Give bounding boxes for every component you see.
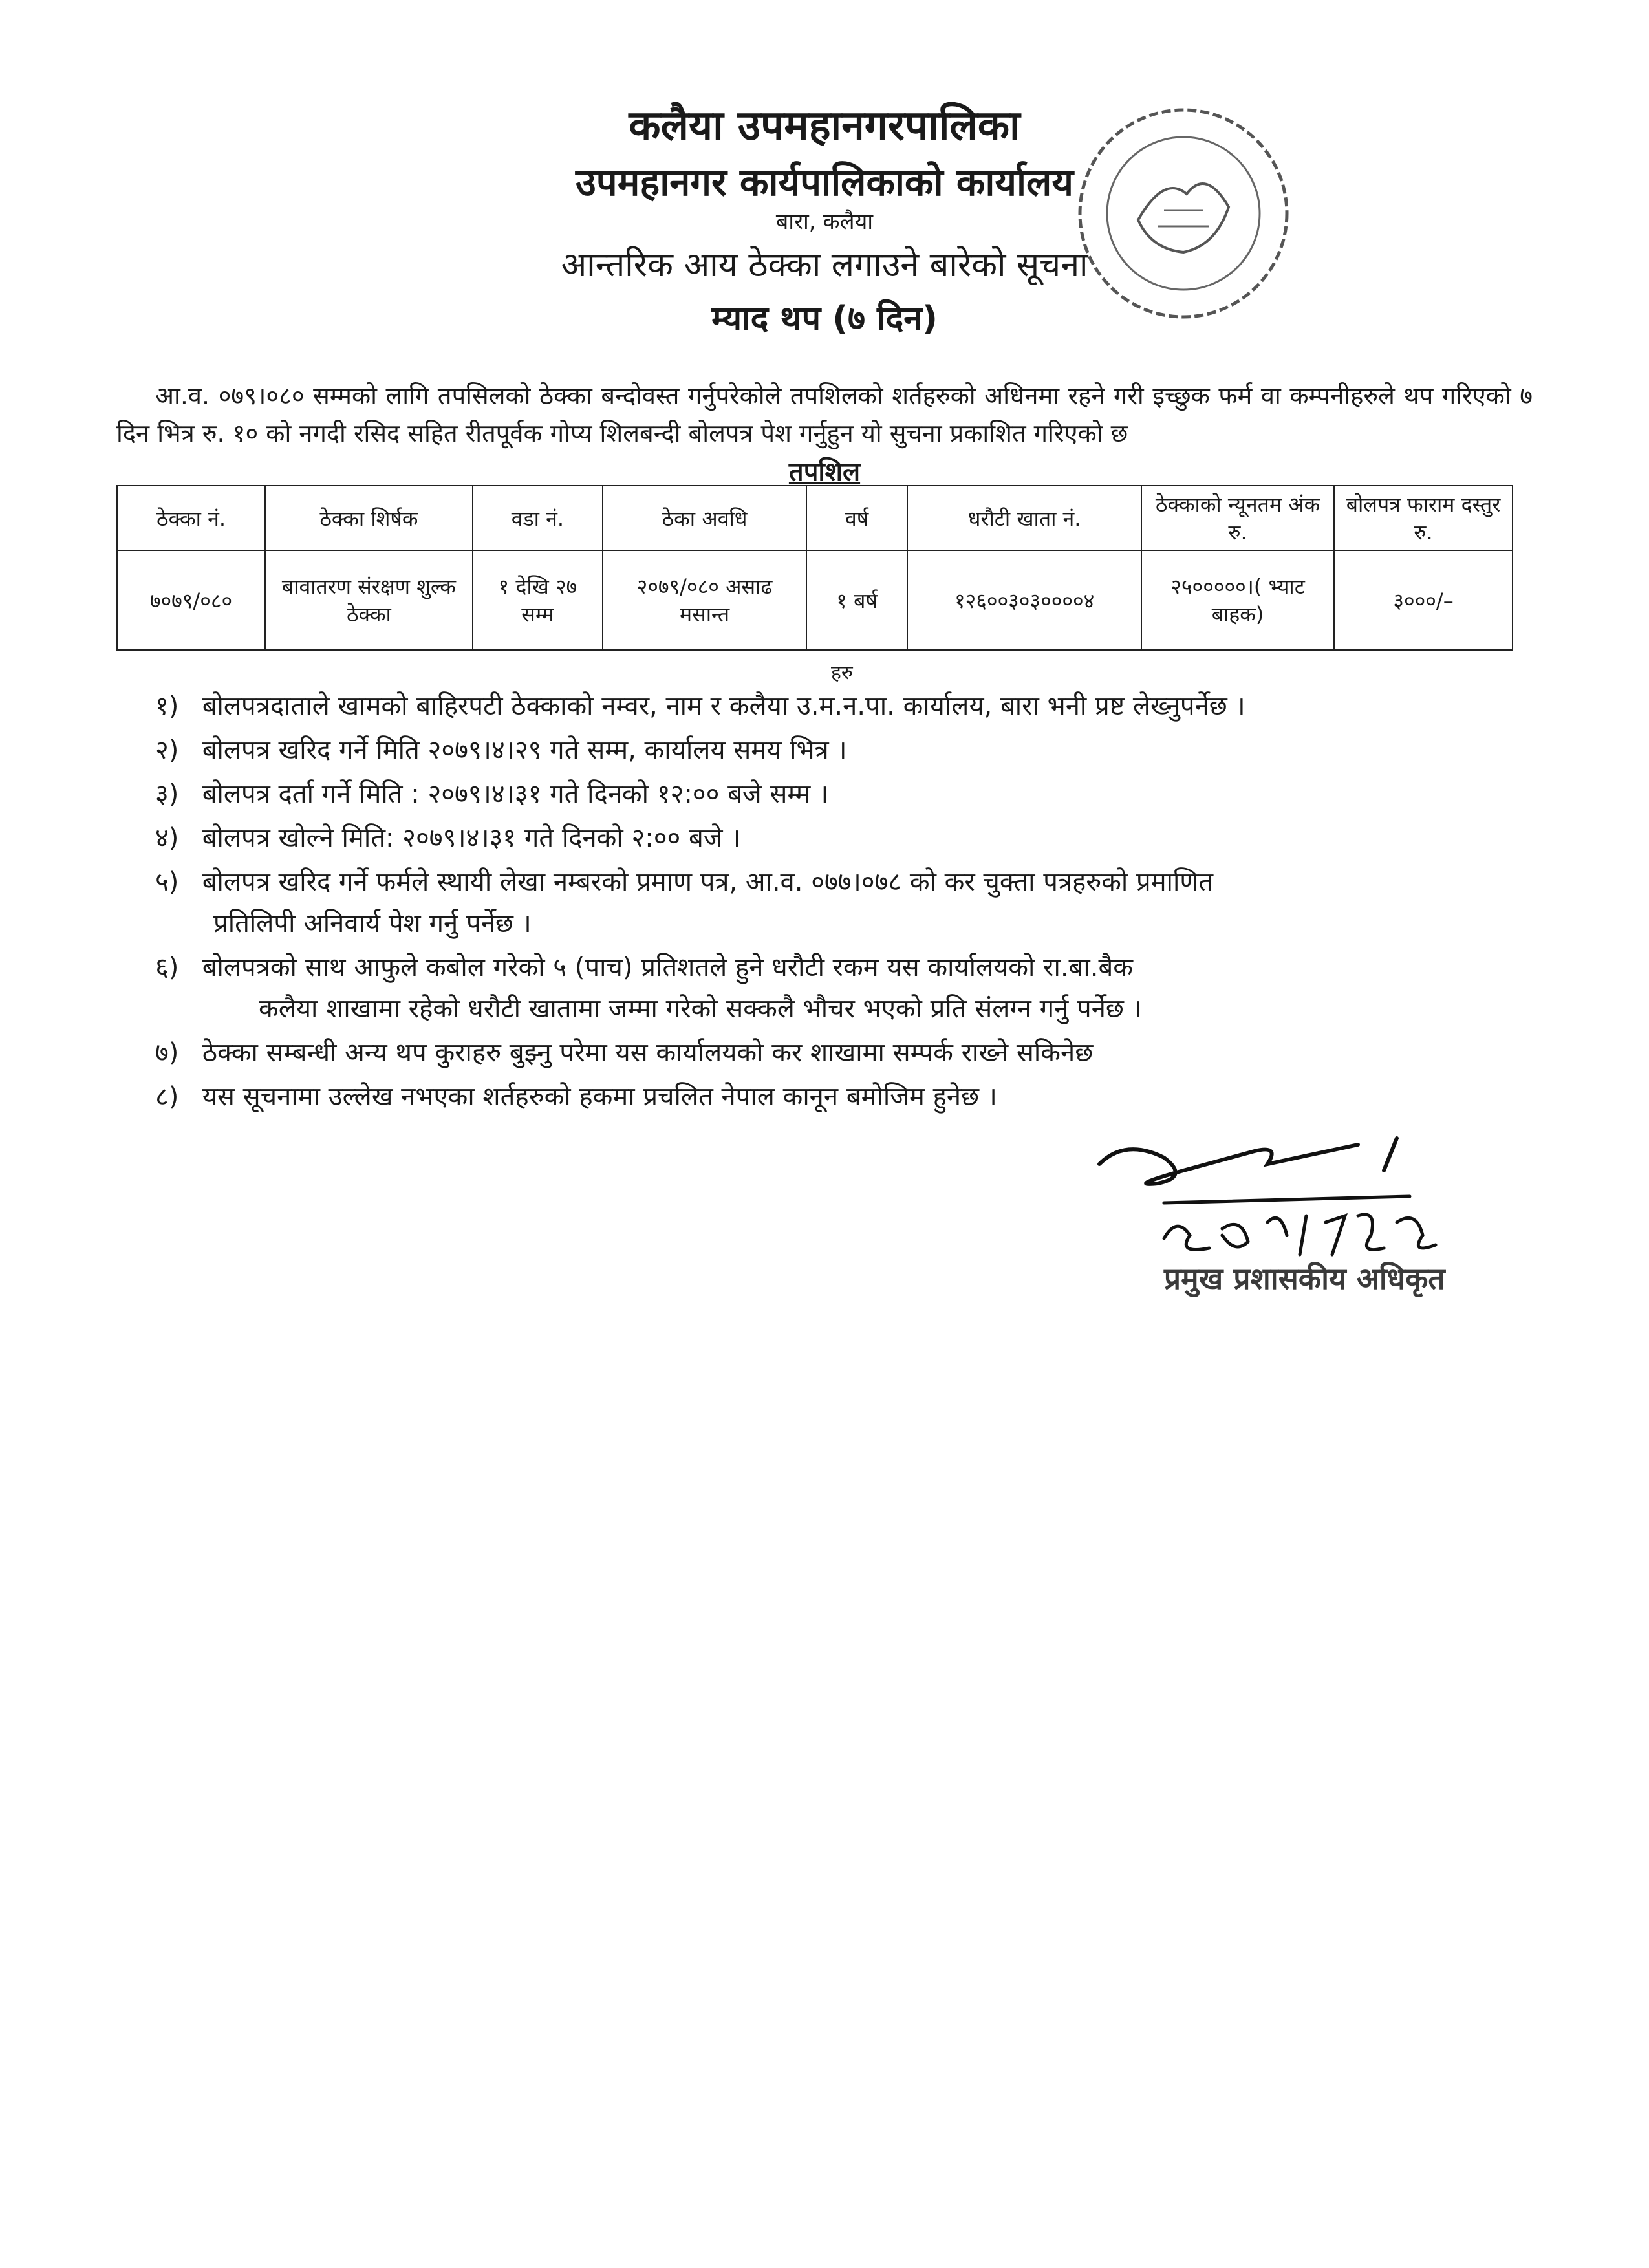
condition-continuation: प्रतिलिपी अनिवार्य पेश गर्नु पर्नेछ । bbox=[213, 909, 532, 938]
period-cell: २०७९/०८० असाढ मसान्त bbox=[603, 550, 806, 650]
condition-number: १) bbox=[155, 691, 179, 721]
notice-title: आन्तरिक आय ठेक्का लगाउने बारेको सूचना bbox=[561, 246, 1088, 285]
condition-text: बोलपत्र खरिद गर्ने फर्मले स्थायी लेखा नम्बरको प्रमाण पत्र, आ.व. ०७७।०७८ को कर चुक्ता पत्रहरुको प्रमाणित bbox=[202, 867, 1214, 897]
condition-text: बोलपत्र खरिद गर्ने मिति २०७९।४।२९ गते सम्म, कार्यालय समय भित्र । bbox=[202, 735, 847, 765]
column-header: ठेका अवधि bbox=[603, 486, 806, 550]
list-item bbox=[155, 861, 1526, 944]
condition-text: ठेक्का सम्बन्धी अन्य थप कुराहरु बुझ्नु परेमा यस कार्यालयको कर शाखामा सम्पर्क राख्ने सकिनेछ bbox=[202, 1038, 1094, 1068]
condition-text: बोलपत्र दर्ता गर्ने मिति : २०७९।४।३१ गते दिनको १२:०० बजे सम्म । bbox=[202, 779, 829, 809]
table-row bbox=[117, 550, 1513, 650]
intro-paragraph: आ.व. ०७९।०८० सम्मको लागि तपसिलको ठेक्का बन्दोवस्त गर्नुपरेकोले तपशिलको शर्तहरुको अधिनमा रहने गरी इच्छुक फर्म वा कम्पनीहरुले थप गरिएको ७ दिन भित्र रु. १० को नगदी रसिद सहित रीतपूर्वक गोप्य शिलबन्दी बोलपत्र पेश गर्नुहुन यो सुचना प्रकाशित गरिएको छ bbox=[116, 382, 1533, 448]
list-item bbox=[155, 1032, 1526, 1074]
list-item bbox=[155, 773, 1526, 815]
condition-text: बोलपत्रदाताले खामको बाहिरपटी ठेक्काको नम्वर, नाम र कलैया उ.म.न.पा. कार्यालय, बारा भनी प्रष्ट लेख्नुपर्नेछ । bbox=[202, 691, 1245, 721]
office-name: उपमहानगर कार्यपालिकाको कार्यालय bbox=[575, 160, 1074, 204]
column-header: बोलपत्र फाराम दस्तुर रु. bbox=[1334, 486, 1513, 550]
column-header: वडा नं. bbox=[473, 486, 603, 550]
column-header: ठेक्काको न्यूनतम अंक रु. bbox=[1141, 486, 1334, 550]
deadline-extension: म्याद थप (७ दिन) bbox=[711, 299, 938, 338]
condition-text: बोलपत्र खोल्ने मिति: २०७९।४।३१ गते दिनको २:०० बजे । bbox=[202, 823, 741, 853]
condition-continuation: कलैया शाखामा रहेको धरौटी खातामा जम्मा गरेको सक्कलै भौचर भएको प्रति संलग्न गर्नु पर्नेछ । bbox=[259, 994, 1142, 1024]
conditions-list bbox=[155, 686, 1526, 1120]
condition-number: ४) bbox=[155, 823, 179, 853]
condition-number: २) bbox=[155, 735, 179, 765]
column-header: वर्ष bbox=[806, 486, 907, 550]
condition-number: ५) bbox=[155, 867, 179, 897]
contract-title-cell: बावातरण संरक्षण शुल्क ठेक्का bbox=[265, 550, 473, 650]
schedule-title: तपशिल bbox=[788, 457, 861, 487]
minimum-amount-cell: २५०००००।( भ्याट बाहक) bbox=[1141, 550, 1334, 650]
list-item bbox=[155, 817, 1526, 859]
list-item bbox=[155, 686, 1526, 727]
handwritten-signature bbox=[1086, 1125, 1578, 1332]
municipality-name: कलैया उपमहानगरपालिका bbox=[629, 102, 1020, 150]
tender-table bbox=[116, 485, 1513, 651]
deposit-account-cell: १२६००३०३००००४ bbox=[907, 550, 1141, 650]
list-item bbox=[155, 947, 1526, 1030]
form-fee-cell: ३०००/– bbox=[1334, 550, 1513, 650]
signatory-title: प्रमुख प्रशासकीय अधिकृत bbox=[1164, 1261, 1445, 1296]
column-header: ठेक्का नं. bbox=[117, 486, 265, 550]
condition-text: यस सूचनामा उल्लेख नभएका शर्तहरुको हकमा प्रचलित नेपाल कानून बमोजिम हुनेछ । bbox=[202, 1082, 997, 1112]
condition-number: ८) bbox=[155, 1082, 179, 1112]
year-cell: १ बर्ष bbox=[806, 550, 907, 650]
column-header: धरौटी खाता नं. bbox=[907, 486, 1141, 550]
table-header-row bbox=[117, 486, 1513, 550]
ward-cell: १ देखि २७ सम्म bbox=[473, 550, 603, 650]
condition-number: ७) bbox=[155, 1038, 179, 1068]
office-address: बारा, कलैया bbox=[775, 209, 874, 235]
contract-number-cell: ७०७९/०८० bbox=[117, 550, 265, 650]
condition-number: ३) bbox=[155, 779, 179, 809]
list-item bbox=[155, 729, 1526, 771]
conditions-heading: हरु bbox=[831, 662, 853, 684]
list-item bbox=[155, 1076, 1526, 1118]
condition-text: बोलपत्रको साथ आफुले कबोल गरेको ५ (पाच) प्रतिशतले हुने धरौटी रकम यस कार्यालयको रा.बा.बैक bbox=[202, 953, 1134, 982]
column-header: ठेक्का शिर्षक bbox=[265, 486, 473, 550]
condition-number: ६) bbox=[155, 953, 179, 982]
